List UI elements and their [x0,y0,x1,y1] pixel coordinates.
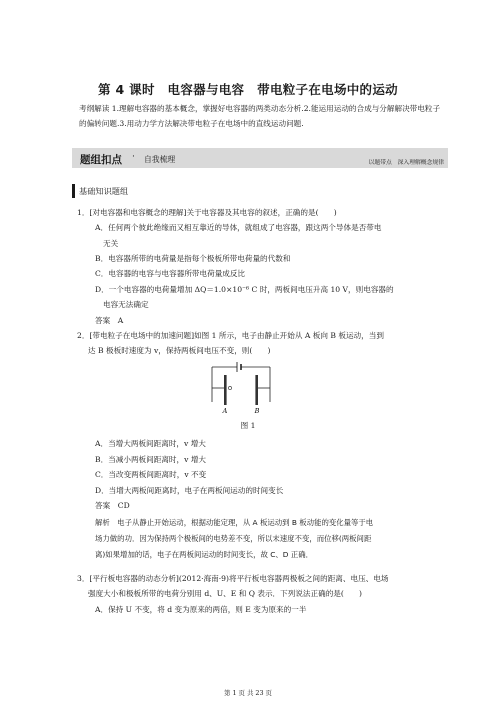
q1-stem: 1．[对电容器和电容概念的理解]关于电容器及其电容的叙述，正确的是( ) [77,208,337,217]
banner-separator: · [132,152,135,162]
capacitor-circuit-figure [208,360,274,416]
q2-option-b: B．当减小两板间距离时，v 增大 [95,455,207,464]
q3-stem: 3．[平行板电容器的动态分析](2012·海南·9)将平行板电容器两极板之间的距离、电压、电场 [77,574,389,583]
q1-option-d-cont: 电容无法确定 [103,300,149,309]
q2-stem-cont: 达 B 极板时速度为 v，保持两板间电压不变，则( ) [88,346,271,355]
figure-caption: 图 1 [240,421,256,430]
q1-option-a: A．任何两个彼此绝缘而又相互靠近的导体，就组成了电容器，跟这两个导体是否带电 [95,223,382,232]
q2-explanation-line-3: 离)如果增加的话，电子在两板间运动的时间变长，故 C、D 正确． [95,550,313,559]
q2-option-a: A．当增大两板间距离时，v 增大 [95,439,206,448]
syllabus-outline: 考纲解读 1.理解电容器的基本概念，掌握好电容器的两类动态分析.2.能运用运动的合成与分解解决带电粒子的偏转问题.3.用动力学方法解决带电粒子在电场中的直线运动问题. [79,104,441,128]
q1-option-d: D．一个电容器的电荷量增加 ΔQ＝1.0×10⁻⁶ C 时，两板间电压升高 10 V，则电容器的 [95,285,394,294]
q1-option-a-cont: 无关 [103,239,119,248]
page-title: 第 4 课时 电容器与电容 带电粒子在电场中的运动 [98,82,398,97]
q2-explanation-line-2: 场力做的功．因为保持两个极板间的电势差不变，所以末速度不变，而位移(两板间距 [95,534,372,543]
q1-option-b: B．电容器所带的电荷量是指每个极板所带电荷量的代数和 [95,254,291,263]
q3-option-a: A．保持 U 不变，将 d 变为原来的两倍，则 E 变为原来的一半 [95,605,307,614]
q2-answer: 答案 CD [95,501,130,510]
plate-a [224,375,227,405]
q1-option-c: C．电容器的电容与电容器所带电荷量成反比 [95,269,246,278]
banner-subtitle: 自我梳理 [144,155,176,164]
page-footer: 第 1 页 共 23 页 [224,689,272,697]
section-heading: 基础知识题组 [72,184,128,198]
q1-answer: 答案 A [95,316,124,325]
q3-stem-cont: 强度大小和极板所带的电荷分别用 d、U、E 和 Q 表示．下列说法正确的是( ) [88,589,363,598]
plate-a-label: A [222,407,228,415]
banner-title: 题组扣点 [80,154,122,166]
banner-tagline: 以题带点 深入理解概念规律 [368,160,444,166]
plate-b [255,375,258,405]
electron-dot [228,386,231,389]
q2-stem: 2．[带电粒子在电场中的加速问题]如图 1 所示，电子由静止开始从 A 板向 B 板运动，当到 [77,331,384,340]
q2-explanation-line-1: 解析 电子从静止开始运动，根据动能定理，从 A 板运动到 B 板动能的变化量等于电 [95,518,374,527]
q2-option-c: C．当改变两板间距离时，v 不变 [95,470,207,479]
plate-b-label: B [254,407,260,415]
q2-option-d: D．当增大两板间距离时，电子在两板间运动的时间变长 [95,486,284,495]
